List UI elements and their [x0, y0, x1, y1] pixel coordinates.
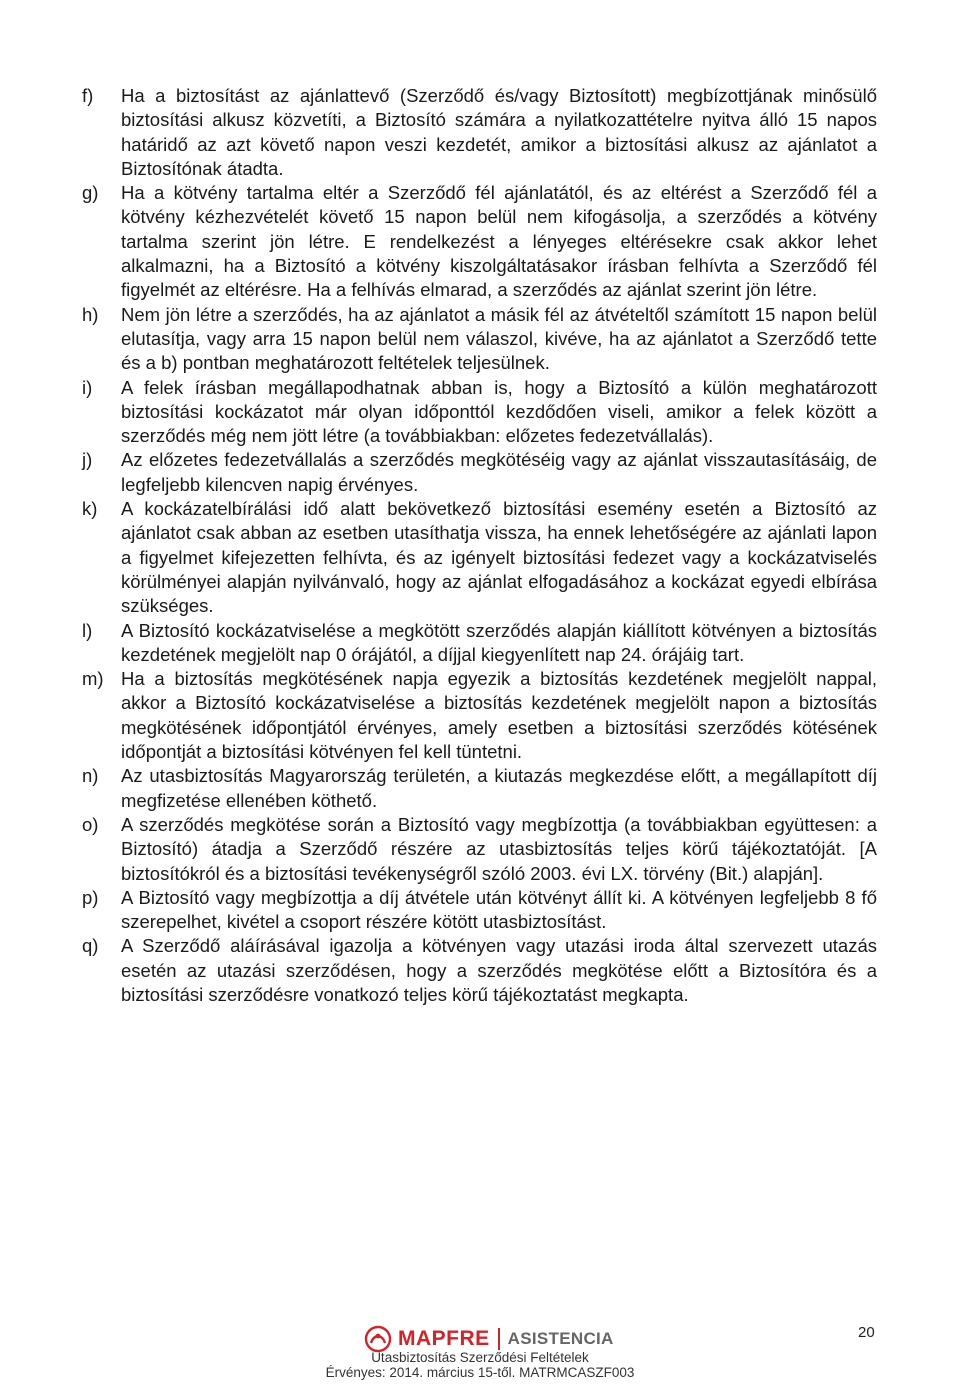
list-item-f: [82, 84, 877, 181]
list-item-q: [82, 934, 877, 1007]
item-text: A felek írásban megállapodhatnak abban is, hogy a Biztosító a külön meghatározott biztosítási kockázatot már olyan időponttól kezdődően viseli, amikor a felek között a szerződés még nem jött létre (a továbbiakban: előzetes fedezetvállalás).: [121, 376, 877, 447]
list-item-o: [82, 813, 877, 886]
item-letter: h): [82, 303, 99, 325]
list-item-g: [82, 181, 877, 302]
list-item-j: [82, 448, 877, 497]
item-text: A szerződés megkötése során a Biztosító vagy megbízottja (a továbbiakban együttesen: a Biztosító) átadja a Szerződő részére az utasbiztosítás teljes körű tájékoztatóját. [A biztosítókról és a biztosítási tevékenységről szóló 2003. évi LX. törvény (Bit.) alapján].: [121, 813, 877, 884]
item-text: A Biztosító vagy megbízottja a díj átvétele után kötvényt állít ki. A kötvényen legfeljebb 8 fő szerepelhet, kivétel a csoport részére kötött utasbiztosítást.: [121, 886, 877, 933]
item-text: Ha a biztosítást az ajánlattevő (Szerződő és/vagy Biztosított) megbízottjának minősülő biztosítási alkusz közvetíti, a Biztosító számára a nyilatkozattételre nyitva álló 15 napos határidő az azt követő napon veszi kezdetét, amikor a biztosítási alkusz az ajánlatot a Biztosítónak átadta.: [121, 85, 877, 179]
item-text: A Biztosító kockázatviselése a megkötött szerződés alapján kiállított kötvényen a biztosítás kezdetének megjelölt nap 0 órájától, a díjjal kiegyenlített nap 24. órájáig tart.: [121, 619, 877, 665]
item-letter: q): [82, 935, 99, 957]
list-item-p: [82, 886, 877, 935]
item-text: Nem jön létre a szerződés, ha az ajánlatot a másik fél az átvételtől számított 15 napon belül elutasítja, vagy arra 15 napon belül nem válaszol, kivéve, ha az ajánlatot a Szerződő tette és a b) pontban meghatározott feltételek teljesülnek.: [121, 303, 877, 374]
footer-validity: Érvényes: 2014. március 15-től. MATRMCASZF003: [325, 1365, 635, 1380]
item-letter: i): [82, 376, 93, 398]
logo-sub: ASISTENCIA: [507, 1329, 614, 1348]
item-letter: p): [82, 886, 99, 908]
item-letter: k): [82, 498, 98, 520]
item-letter: o): [82, 813, 99, 835]
item-letter: j): [82, 449, 93, 471]
list-item-l: [82, 619, 877, 668]
item-text: Az utasbiztosítás Magyarország területén, a kiutazás megkezdése előtt, a megállapított díj megfizetése ellenében köthető.: [121, 765, 877, 811]
page-footer: [0, 1320, 960, 1393]
item-letter: l): [82, 619, 93, 641]
list-item-m: [82, 667, 877, 764]
footer-doc-title: Utasbiztosítás Szerződési Feltételek: [371, 1350, 589, 1365]
item-text: Ha a kötvény tartalma eltér a Szerződő fél ajánlatától, és az eltérést a Szerződő fél a kötvény kézhezvételét követő 15 napon belül nem kifogásolja, a szerződés a kötvény tartalma szerint jön létre. E rendelkezést a lényeges eltérésekre csak akkor lehet alkalmazni, ha a Biztosító a kötvény kiszolgáltatásakor írásban felhívta a Szerződő fél figyelmét az eltérésre. Ha a felhívás elmarad, a szerződés az ajánlat szerint jön létre.: [121, 182, 877, 301]
list-item-k: [82, 497, 877, 618]
item-text: Az előzetes fedezetvállalás a szerződés megkötéséig vagy az ajánlat visszautasításáig, de legfeljebb kilencven napig érvényes.: [121, 449, 877, 495]
list-item-h: [82, 303, 877, 376]
item-letter: n): [82, 765, 99, 787]
logo-divider: [498, 1328, 500, 1350]
item-letter: g): [82, 182, 99, 204]
logo-brand: MAPFRE: [398, 1327, 490, 1350]
list-item-i: [82, 376, 877, 449]
item-text: A Szerződő aláírásával igazolja a kötvényen vagy utazási iroda által szervezett utazás esetén az utazási szerződésen, hogy a szerződés megkötése előtt a Biztosítóra és a biztosítási szerződésre vonatkozó teljes körű tájékoztatást megkapta.: [121, 935, 877, 1005]
item-text: Ha a biztosítás megkötésének napja egyezik a biztosítás kezdetének megjelölt nappal, akkor a Biztosító kockázatviselése a biztosítás kezdetének megjelölt napon a biztosítás megkötésének időpontjától érvényes, amely esetben a biztosítási szerződés kötésének időpontját a biztosítási kötvényen fel kell tüntetni.: [121, 668, 877, 763]
list-item-n: [82, 764, 877, 813]
page-number: 20: [858, 1324, 875, 1341]
item-text: A kockázatelbírálási idő alatt bekövetkező biztosítási esemény esetén a Biztosító az ajánlatot csak abban az esetben utasíthatja vissza, ha ennek lehetőségére az ajánlati lapon a figyelmet kifejezetten felhívta, és az igényelt biztosítási fedezet vagy a kockázatviselés körülményei alapján nyilvánvaló, hogy az ajánlat elfogadásához a kockázat egyedi elbírása szükséges.: [121, 498, 877, 617]
item-letter: m): [82, 668, 104, 690]
mapfre-emblem-icon: [364, 1325, 392, 1353]
terms-list: [82, 84, 877, 1007]
item-letter: f): [82, 85, 94, 106]
